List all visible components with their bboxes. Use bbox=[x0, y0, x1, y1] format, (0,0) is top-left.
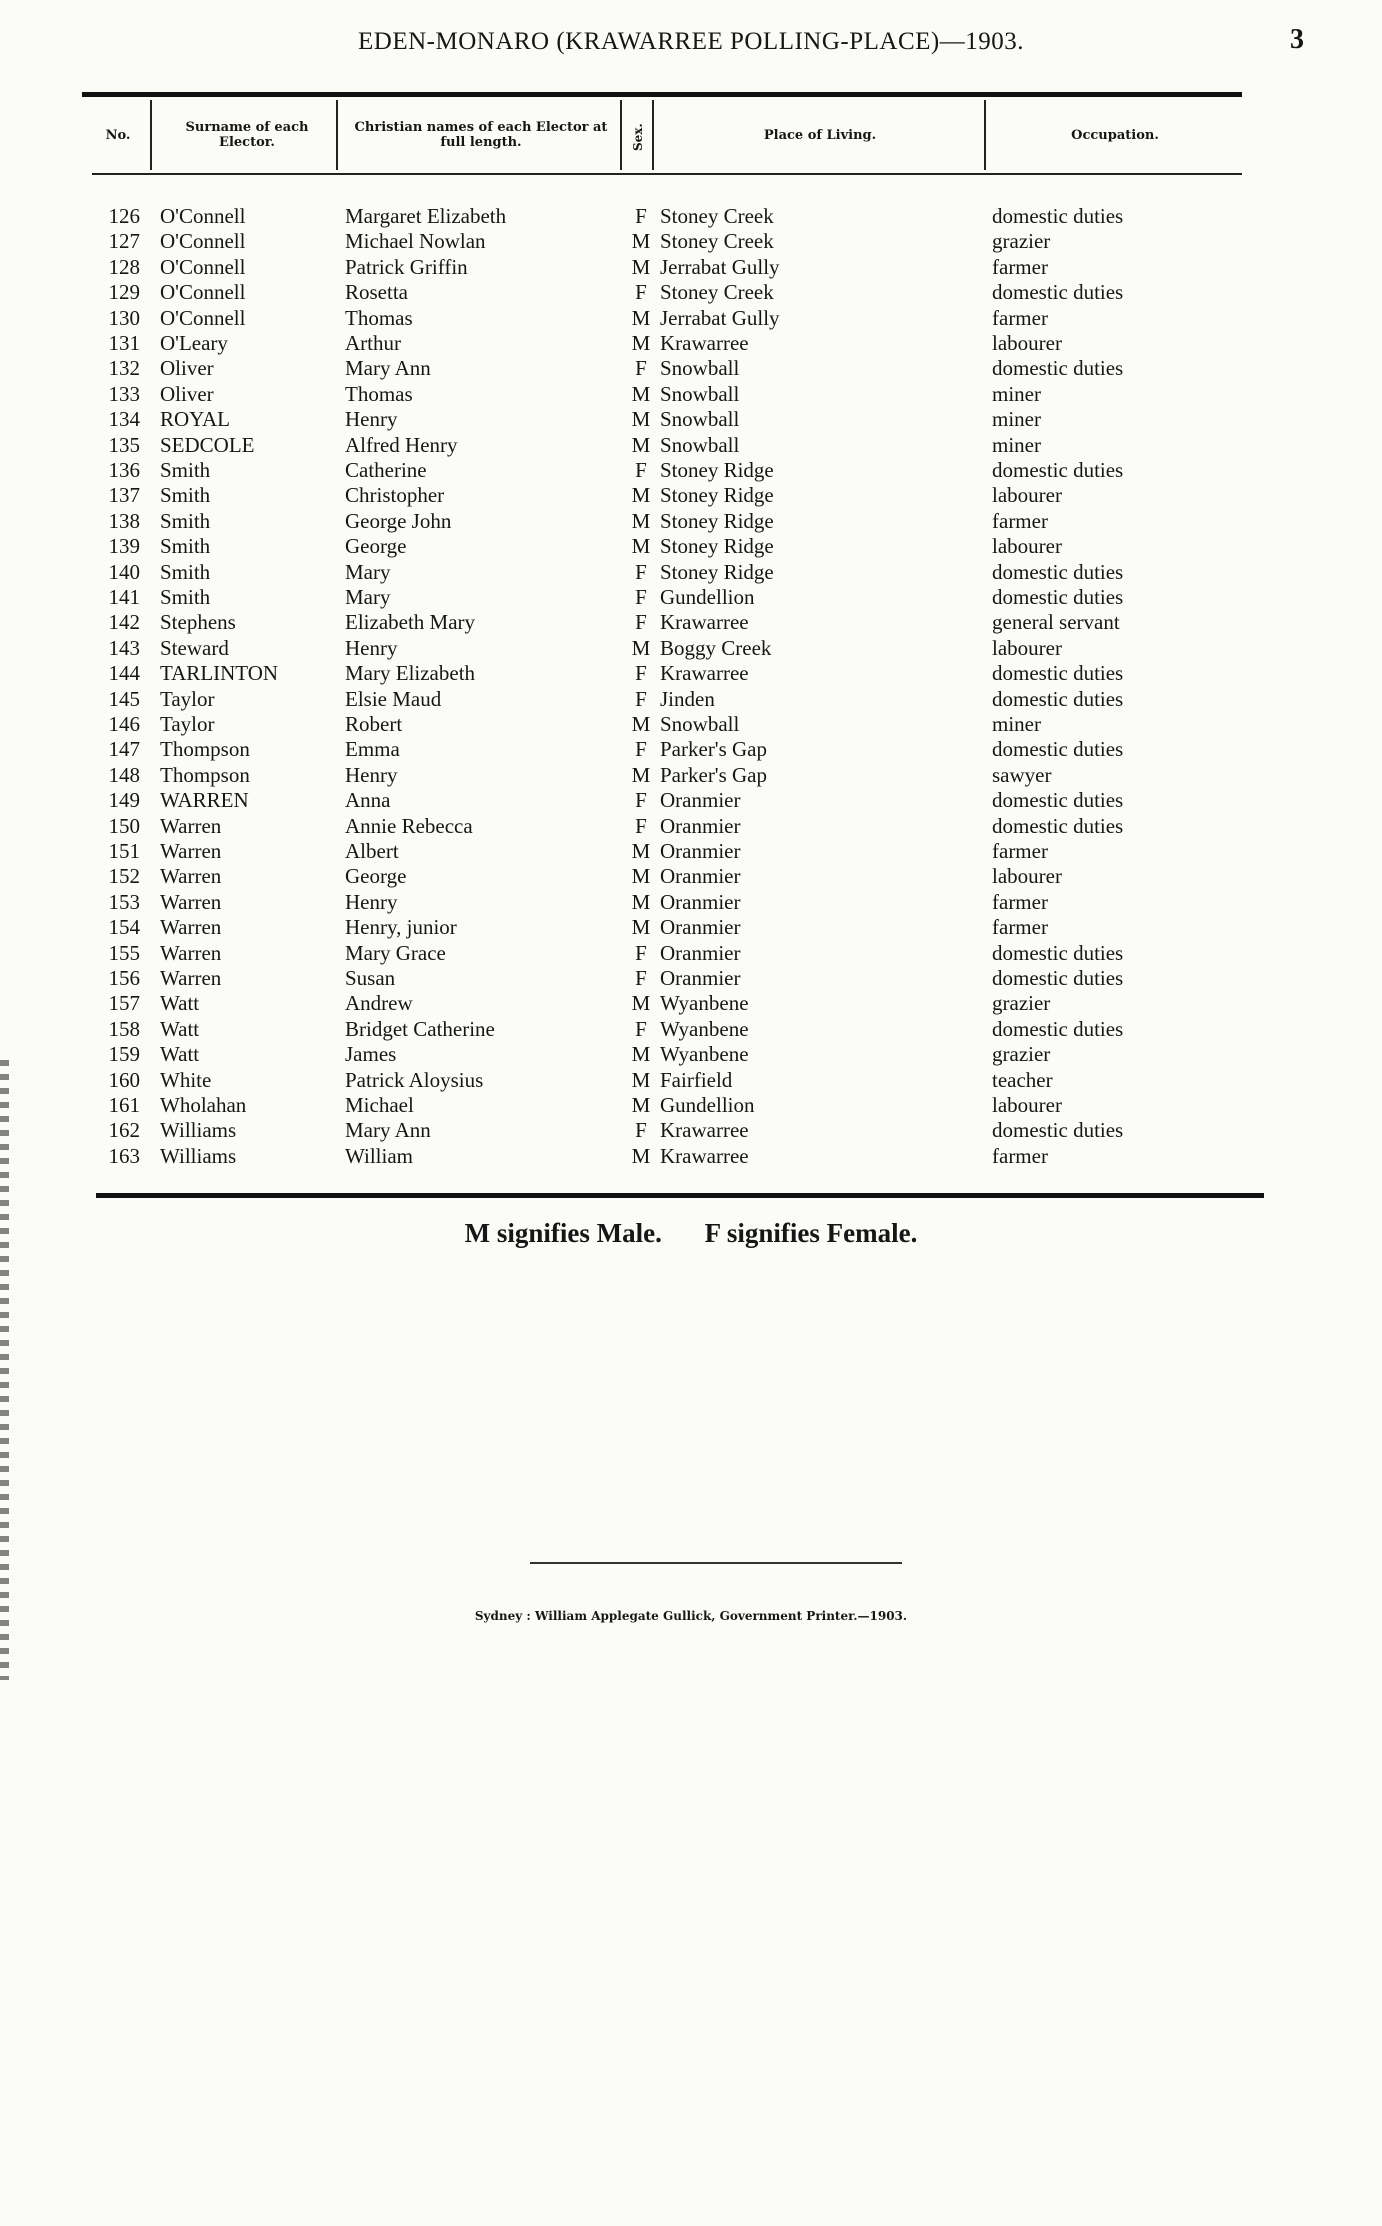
elector-christian-names: George John bbox=[345, 508, 452, 533]
elector-place: Snowball bbox=[660, 432, 740, 457]
elector-place: Stoney Creek bbox=[660, 204, 774, 228]
elector-sex: M bbox=[631, 305, 651, 330]
table-row bbox=[0, 534, 1382, 559]
elector-place: Stoney Ridge bbox=[660, 483, 774, 508]
elector-christian-names: Henry bbox=[345, 762, 398, 787]
elector-sex: F bbox=[635, 610, 647, 635]
table-row bbox=[0, 1118, 1382, 1143]
elector-occupation: domestic duties bbox=[992, 788, 1124, 813]
elector-christian-names: Rosetta bbox=[345, 280, 408, 305]
elector-occupation: domestic duties bbox=[992, 813, 1124, 838]
elector-number: 151 bbox=[108, 839, 140, 863]
elector-surname: Smith bbox=[160, 534, 211, 559]
elector-number: 138 bbox=[108, 508, 140, 533]
elector-occupation: grazier bbox=[992, 229, 1051, 254]
elector-occupation: labourer bbox=[992, 864, 1062, 889]
elector-surname: Oliver bbox=[160, 356, 214, 381]
elector-surname: TARLINTON bbox=[160, 661, 279, 686]
table-row bbox=[0, 255, 1382, 280]
elector-sex: F bbox=[635, 356, 647, 381]
elector-sex: F bbox=[635, 686, 647, 711]
elector-number: 132 bbox=[108, 356, 140, 381]
table-row bbox=[0, 433, 1382, 458]
elector-place: Oranmier bbox=[660, 915, 741, 940]
elector-christian-names: William bbox=[345, 1143, 413, 1168]
table-row bbox=[0, 1093, 1382, 1118]
table-row bbox=[0, 1042, 1382, 1067]
elector-occupation: miner bbox=[992, 432, 1041, 457]
elector-christian-names: Michael bbox=[345, 1093, 414, 1117]
elector-sex: M bbox=[631, 407, 651, 432]
elector-christian-names: Michael Nowlan bbox=[345, 229, 486, 254]
elector-christian-names: Henry bbox=[345, 635, 398, 660]
elector-number: 148 bbox=[108, 762, 140, 787]
column-divider bbox=[984, 100, 986, 170]
elector-sex: M bbox=[631, 712, 651, 736]
elector-christian-names: Bridget Catherine bbox=[345, 1016, 495, 1041]
elector-occupation: farmer bbox=[992, 254, 1048, 279]
elector-sex: F bbox=[635, 966, 647, 990]
elector-christian-names: Mary Grace bbox=[345, 940, 446, 965]
elector-occupation: general servant bbox=[992, 610, 1120, 635]
elector-occupation: domestic duties bbox=[992, 458, 1124, 482]
elector-surname: Thompson bbox=[160, 762, 250, 787]
elector-occupation: domestic duties bbox=[992, 356, 1124, 381]
elector-sex: M bbox=[631, 381, 651, 406]
elector-surname: Smith bbox=[160, 559, 211, 584]
elector-place: Wyanbene bbox=[660, 1016, 749, 1041]
elector-sex: F bbox=[635, 280, 647, 305]
elector-surname: Warren bbox=[160, 915, 222, 940]
elector-place: Stoney Ridge bbox=[660, 534, 774, 559]
table-row bbox=[0, 306, 1382, 331]
elector-christian-names: Annie Rebecca bbox=[345, 813, 473, 838]
table-row bbox=[0, 229, 1382, 254]
elector-number: 153 bbox=[108, 889, 140, 914]
elector-sex: F bbox=[635, 585, 647, 609]
elector-sex: M bbox=[631, 508, 651, 533]
elector-occupation: miner bbox=[992, 712, 1041, 736]
elector-number: 145 bbox=[108, 686, 140, 711]
elector-number: 163 bbox=[108, 1143, 140, 1168]
table-row bbox=[0, 890, 1382, 915]
elector-number: 157 bbox=[108, 991, 140, 1016]
elector-place: Wyanbene bbox=[660, 1042, 749, 1067]
elector-occupation: domestic duties bbox=[992, 966, 1124, 990]
elector-sex: M bbox=[631, 483, 651, 508]
elector-place: Oranmier bbox=[660, 864, 741, 889]
elector-surname: ROYAL bbox=[160, 407, 231, 432]
elector-number: 150 bbox=[108, 813, 140, 838]
elector-surname: Smith bbox=[160, 585, 211, 609]
table-row bbox=[0, 661, 1382, 686]
elector-surname: Taylor bbox=[160, 712, 215, 736]
elector-number: 158 bbox=[108, 1016, 140, 1041]
elector-christian-names: George bbox=[345, 534, 407, 559]
table-row bbox=[0, 331, 1382, 356]
elector-occupation: domestic duties bbox=[992, 940, 1124, 965]
elector-place: Snowball bbox=[660, 407, 740, 432]
elector-number: 135 bbox=[108, 432, 140, 457]
elector-place: Stoney Creek bbox=[660, 229, 774, 254]
elector-sex: M bbox=[631, 1042, 651, 1067]
elector-christian-names: Arthur bbox=[345, 331, 401, 355]
elector-place: Snowball bbox=[660, 712, 740, 736]
elector-sex: F bbox=[635, 788, 647, 813]
elector-occupation: domestic duties bbox=[992, 661, 1124, 686]
elector-sex: F bbox=[635, 737, 647, 762]
elector-place: Krawarree bbox=[660, 661, 749, 686]
elector-christian-names: Mary bbox=[345, 559, 391, 584]
elector-christian-names: Catherine bbox=[345, 458, 427, 482]
elector-place: Stoney Ridge bbox=[660, 559, 774, 584]
elector-christian-names: Alfred Henry bbox=[345, 432, 458, 457]
elector-place: Boggy Creek bbox=[660, 635, 772, 660]
table-row bbox=[0, 560, 1382, 585]
column-header-christian-names: Christian names of each Elector at full length. bbox=[354, 120, 608, 150]
elector-surname: Taylor bbox=[160, 686, 215, 711]
elector-number: 128 bbox=[108, 254, 140, 279]
elector-place: Krawarree bbox=[660, 1118, 749, 1143]
table-row bbox=[0, 915, 1382, 940]
elector-surname: O'Connell bbox=[160, 204, 246, 228]
elector-sex: M bbox=[631, 432, 651, 457]
elector-number: 160 bbox=[108, 1067, 140, 1092]
elector-place: Fairfield bbox=[660, 1067, 733, 1092]
elector-occupation: domestic duties bbox=[992, 737, 1124, 762]
elector-number: 156 bbox=[108, 966, 140, 990]
elector-number: 137 bbox=[108, 483, 140, 508]
elector-christian-names: Elizabeth Mary bbox=[345, 610, 476, 635]
elector-place: Jinden bbox=[660, 686, 715, 711]
table-row bbox=[0, 1068, 1382, 1093]
elector-christian-names: Henry bbox=[345, 889, 398, 914]
elector-surname: Warren bbox=[160, 864, 222, 889]
elector-surname: Warren bbox=[160, 940, 222, 965]
elector-sex: M bbox=[631, 762, 651, 787]
elector-occupation: miner bbox=[992, 407, 1041, 432]
elector-number: 134 bbox=[108, 407, 140, 432]
elector-place: Oranmier bbox=[660, 889, 741, 914]
elector-number: 161 bbox=[108, 1093, 140, 1117]
table-row bbox=[0, 407, 1382, 432]
elector-christian-names: James bbox=[345, 1042, 397, 1067]
elector-surname: Warren bbox=[160, 889, 222, 914]
elector-sex: M bbox=[631, 839, 651, 863]
page-title: EDEN-MONARO (KRAWARREE POLLING-PLACE)—1903. bbox=[358, 28, 1024, 55]
elector-christian-names: Emma bbox=[345, 737, 400, 762]
elector-place: Gundellion bbox=[660, 1093, 755, 1117]
elector-sex: M bbox=[631, 1093, 651, 1117]
elector-place: Snowball bbox=[660, 356, 740, 381]
elector-surname: O'Connell bbox=[160, 254, 246, 279]
elector-occupation: labourer bbox=[992, 331, 1062, 355]
elector-number: 136 bbox=[108, 458, 140, 482]
elector-occupation: domestic duties bbox=[992, 280, 1124, 305]
elector-surname: O'Connell bbox=[160, 280, 246, 305]
elector-place: Oranmier bbox=[660, 788, 741, 813]
elector-number: 131 bbox=[108, 331, 140, 355]
elector-christian-names: Elsie Maud bbox=[345, 686, 442, 711]
elector-occupation: teacher bbox=[992, 1067, 1053, 1092]
elector-sex: M bbox=[631, 254, 651, 279]
elector-christian-names: Robert bbox=[345, 712, 403, 736]
elector-number: 155 bbox=[108, 940, 140, 965]
elector-occupation: sawyer bbox=[992, 762, 1052, 787]
elector-occupation: labourer bbox=[992, 635, 1062, 660]
table-row bbox=[0, 458, 1382, 483]
table-top-rule bbox=[82, 92, 1242, 97]
elector-number: 147 bbox=[108, 737, 140, 762]
table-row bbox=[0, 1017, 1382, 1042]
elector-christian-names: Mary bbox=[345, 585, 391, 609]
table-bottom-rule bbox=[96, 1193, 1264, 1198]
elector-number: 154 bbox=[108, 915, 140, 940]
elector-place: Oranmier bbox=[660, 940, 741, 965]
elector-surname: Thompson bbox=[160, 737, 250, 762]
elector-sex: F bbox=[635, 940, 647, 965]
elector-surname: Williams bbox=[160, 1118, 237, 1143]
elector-number: 146 bbox=[108, 712, 140, 736]
elector-number: 133 bbox=[108, 381, 140, 406]
elector-sex: F bbox=[635, 1118, 647, 1143]
table-row bbox=[0, 941, 1382, 966]
elector-christian-names: Henry bbox=[345, 407, 398, 432]
elector-surname: Watt bbox=[160, 1016, 200, 1041]
table-row bbox=[0, 814, 1382, 839]
elector-place: Jerrabat Gully bbox=[660, 305, 780, 330]
elector-surname: Steward bbox=[160, 635, 229, 660]
elector-sex: F bbox=[635, 559, 647, 584]
elector-occupation: farmer bbox=[992, 508, 1048, 533]
table-row bbox=[0, 382, 1382, 407]
elector-occupation: labourer bbox=[992, 534, 1062, 559]
elector-christian-names: Andrew bbox=[345, 991, 413, 1016]
elector-sex: M bbox=[631, 1067, 651, 1092]
elector-surname: Oliver bbox=[160, 381, 214, 406]
elector-christian-names: Susan bbox=[345, 966, 396, 990]
elector-occupation: labourer bbox=[992, 483, 1062, 508]
column-divider bbox=[336, 100, 338, 170]
table-row bbox=[0, 788, 1382, 813]
elector-christian-names: Anna bbox=[345, 788, 391, 813]
elector-occupation: grazier bbox=[992, 1042, 1051, 1067]
elector-occupation: farmer bbox=[992, 915, 1048, 940]
printer-rule bbox=[530, 1562, 902, 1564]
table-row bbox=[0, 712, 1382, 737]
elector-number: 152 bbox=[108, 864, 140, 889]
printer-imprint: Sydney : William Applegate Gullick, Government Printer.—1903. bbox=[474, 1609, 908, 1623]
table-row bbox=[0, 966, 1382, 991]
elector-surname: Smith bbox=[160, 483, 211, 508]
elector-sex: M bbox=[631, 331, 651, 355]
elector-occupation: domestic duties bbox=[992, 1016, 1124, 1041]
elector-sex: M bbox=[631, 635, 651, 660]
elector-surname: White bbox=[160, 1067, 212, 1092]
elector-surname: Smith bbox=[160, 508, 211, 533]
elector-sex: M bbox=[631, 534, 651, 559]
elector-sex: M bbox=[631, 991, 651, 1016]
table-row bbox=[0, 1144, 1382, 1169]
elector-christian-names: Thomas bbox=[345, 305, 413, 330]
elector-place: Jerrabat Gully bbox=[660, 254, 780, 279]
elector-occupation: farmer bbox=[992, 839, 1048, 863]
column-header-occupation: Occupation. bbox=[1071, 127, 1159, 143]
elector-place: Oranmier bbox=[660, 813, 741, 838]
column-header-surname: Surname of each Elector. bbox=[185, 120, 309, 150]
elector-occupation: farmer bbox=[992, 889, 1048, 914]
elector-number: 139 bbox=[108, 534, 140, 559]
elector-surname: Wholahan bbox=[160, 1093, 247, 1117]
elector-occupation: domestic duties bbox=[992, 585, 1124, 609]
table-row bbox=[0, 839, 1382, 864]
table-row bbox=[0, 204, 1382, 229]
elector-christian-names: Mary Ann bbox=[345, 356, 431, 381]
elector-surname: Stephens bbox=[160, 610, 236, 635]
elector-surname: O'Connell bbox=[160, 305, 246, 330]
table-row bbox=[0, 509, 1382, 534]
elector-number: 142 bbox=[108, 610, 140, 635]
elector-sex: M bbox=[631, 1143, 651, 1168]
column-header-no: No. bbox=[105, 127, 131, 143]
elector-number: 162 bbox=[108, 1118, 140, 1143]
elector-surname: SEDCOLE bbox=[160, 432, 255, 457]
elector-sex: F bbox=[635, 1016, 647, 1041]
elector-surname: Williams bbox=[160, 1143, 237, 1168]
elector-christian-names: Thomas bbox=[345, 381, 413, 406]
elector-christian-names: Christopher bbox=[345, 483, 445, 508]
elector-occupation: farmer bbox=[992, 1143, 1048, 1168]
elector-number: 149 bbox=[108, 788, 140, 813]
elector-place: Stoney Ridge bbox=[660, 458, 774, 482]
elector-christian-names: Albert bbox=[345, 839, 399, 863]
table-row bbox=[0, 864, 1382, 889]
elector-surname: O'Leary bbox=[160, 331, 228, 355]
elector-place: Oranmier bbox=[660, 966, 741, 990]
elector-place: Parker's Gap bbox=[660, 737, 767, 762]
elector-surname: WARREN bbox=[160, 788, 249, 813]
elector-number: 127 bbox=[108, 229, 140, 254]
elector-place: Snowball bbox=[660, 381, 740, 406]
elector-occupation: domestic duties bbox=[992, 204, 1124, 228]
legend-male: M signifies Male. bbox=[464, 1218, 662, 1248]
column-divider bbox=[652, 100, 654, 170]
elector-occupation: miner bbox=[992, 381, 1041, 406]
table-row bbox=[0, 280, 1382, 305]
elector-christian-names: Patrick Griffin bbox=[345, 254, 468, 279]
elector-occupation: labourer bbox=[992, 1093, 1062, 1117]
elector-surname: O'Connell bbox=[160, 229, 246, 254]
elector-surname: Warren bbox=[160, 813, 222, 838]
column-header-place: Place of Living. bbox=[763, 127, 877, 143]
elector-sex: M bbox=[631, 229, 651, 254]
elector-occupation: farmer bbox=[992, 305, 1048, 330]
header-bottom-rule bbox=[92, 173, 1242, 175]
table-row bbox=[0, 636, 1382, 661]
elector-place: Gundellion bbox=[660, 585, 755, 609]
legend-female: F signifies Female. bbox=[704, 1218, 918, 1248]
elector-number: 159 bbox=[108, 1042, 140, 1067]
elector-number: 141 bbox=[108, 585, 140, 609]
elector-occupation: domestic duties bbox=[992, 559, 1124, 584]
elector-number: 126 bbox=[108, 204, 140, 228]
table-row bbox=[0, 991, 1382, 1016]
elector-christian-names: Margaret Elizabeth bbox=[345, 204, 507, 228]
elector-sex: M bbox=[631, 889, 651, 914]
column-divider bbox=[150, 100, 152, 170]
elector-sex: F bbox=[635, 813, 647, 838]
elector-place: Krawarree bbox=[660, 331, 749, 355]
elector-occupation: domestic duties bbox=[992, 686, 1124, 711]
elector-christian-names: Mary Elizabeth bbox=[345, 661, 476, 686]
elector-number: 130 bbox=[108, 305, 140, 330]
table-row bbox=[0, 737, 1382, 762]
elector-place: Krawarree bbox=[660, 610, 749, 635]
binding-edge-mark bbox=[0, 1060, 9, 1680]
column-divider bbox=[620, 100, 622, 170]
elector-number: 129 bbox=[108, 280, 140, 305]
elector-surname: Watt bbox=[160, 991, 200, 1016]
sex-legend bbox=[0, 1218, 1382, 1249]
elector-surname: Warren bbox=[160, 839, 222, 863]
elector-place: Wyanbene bbox=[660, 991, 749, 1016]
elector-christian-names: Mary Ann bbox=[345, 1118, 431, 1143]
table-row bbox=[0, 483, 1382, 508]
elector-number: 143 bbox=[108, 635, 140, 660]
elector-surname: Watt bbox=[160, 1042, 200, 1067]
elector-surname: Warren bbox=[160, 966, 222, 990]
table-row bbox=[0, 356, 1382, 381]
elector-place: Oranmier bbox=[660, 839, 741, 863]
elector-sex: M bbox=[631, 864, 651, 889]
elector-sex: F bbox=[635, 661, 647, 686]
elector-christian-names: Patrick Aloysius bbox=[345, 1067, 484, 1092]
table-row bbox=[0, 610, 1382, 635]
elector-sex: F bbox=[635, 204, 647, 228]
table-row bbox=[0, 585, 1382, 610]
elector-place: Stoney Ridge bbox=[660, 508, 774, 533]
elector-number: 140 bbox=[108, 559, 140, 584]
elector-place: Krawarree bbox=[660, 1143, 749, 1168]
elector-number: 144 bbox=[108, 661, 140, 686]
elector-christian-names: George bbox=[345, 864, 407, 889]
elector-place: Parker's Gap bbox=[660, 762, 767, 787]
elector-occupation: domestic duties bbox=[992, 1118, 1124, 1143]
elector-christian-names: Henry, junior bbox=[345, 915, 457, 940]
table-row bbox=[0, 687, 1382, 712]
elector-sex: M bbox=[631, 915, 651, 940]
elector-occupation: grazier bbox=[992, 991, 1051, 1016]
column-header-sex: Sex. bbox=[631, 123, 645, 151]
table-row bbox=[0, 763, 1382, 788]
page-number: 3 bbox=[1290, 24, 1304, 55]
elector-sex: F bbox=[635, 458, 647, 482]
elector-surname: Smith bbox=[160, 458, 211, 482]
elector-place: Stoney Creek bbox=[660, 280, 774, 305]
